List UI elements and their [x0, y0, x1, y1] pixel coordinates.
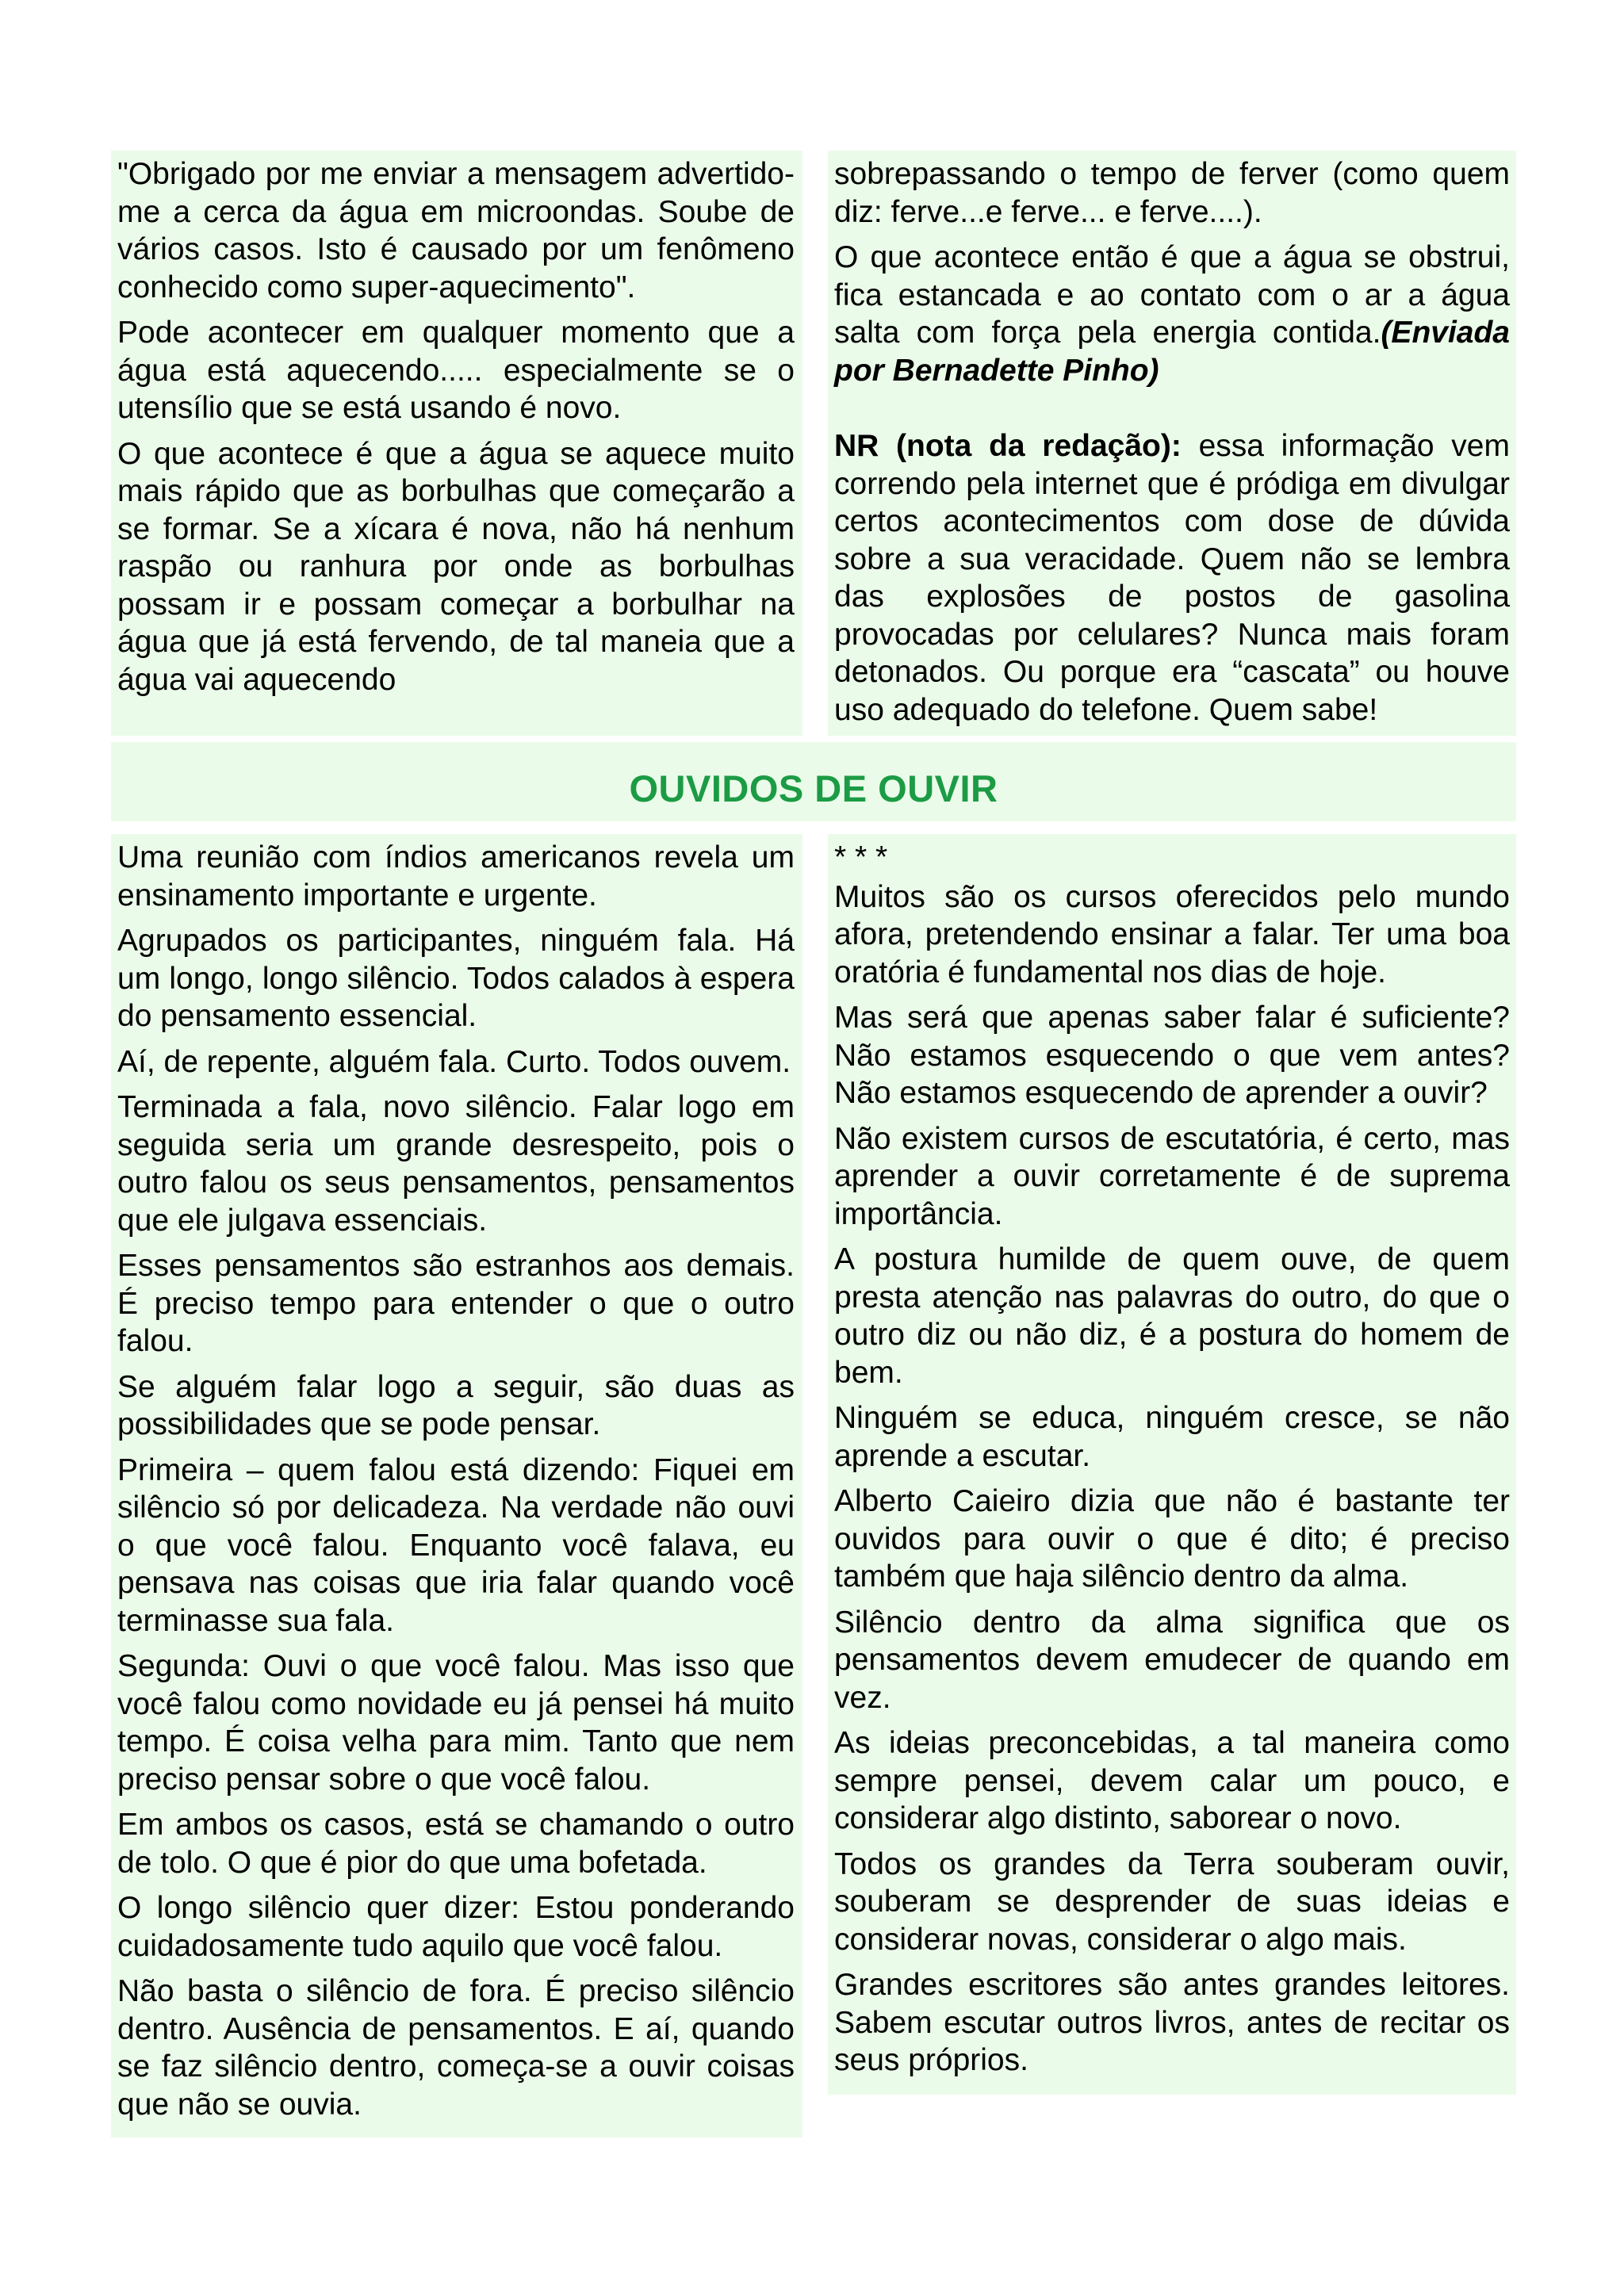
- credit-line: (Enviada por Bernadette Pinho): [834, 316, 1510, 388]
- paragraph: Uma reunião com índios americanos revela um ensinamento importante e urgente.: [117, 840, 795, 913]
- section-separator: * * *: [834, 840, 888, 874]
- paragraph: sobrepassando o tempo de ferver (como quem diz: ferve...e ferve... e ferve....).: [834, 157, 1510, 229]
- paragraph-with-credit: [834, 239, 1510, 389]
- spacer: [834, 397, 1510, 427]
- paragraph: Esses pensamentos são estranhos aos demais. É preciso tempo para entender o que o outro falou.: [117, 1249, 795, 1358]
- paragraph: Grandes escritores são antes grandes leitores. Sabem escutar outros livros, antes de recitar os seus próprios.: [834, 1968, 1510, 2077]
- article-right-column: [834, 839, 1510, 2080]
- editor-note-label: NR (nota da redação):: [834, 429, 1182, 463]
- paragraph: A postura humilde de quem ouve, de quem presta atenção nas palavras do outro, do que o outro diz ou não diz, é a postura do homem de bem.: [834, 1242, 1510, 1390]
- paragraph: Segunda: Ouvi o que você falou. Mas isso que você falou como novidade eu já pensei há muito tempo. É coisa velha para mim. Tanto que nem preciso pensar sobre o que você falou.: [117, 1649, 795, 1797]
- paragraph: O longo silêncio quer dizer: Estou ponderando cuidadosamente tudo aquilo que você falou.: [117, 1891, 795, 1963]
- paragraph: Mas será que apenas saber falar é suficiente? Não estamos esquecendo o que vem antes? Não estamos esquecendo de aprender a ouvir?: [834, 1001, 1510, 1110]
- paragraph: Todos os grandes da Terra souberam ouvir, souberam se desprender de suas ideias e considerar novas, considerar o algo mais.: [834, 1846, 1510, 1957]
- paragraph: Primeira – quem falou está dizendo: Fiquei em silêncio só por delicadeza. Na verdade não ouvi o que você falou. Enquanto você falava, eu pensava nas coisas que iria falar quando você terminasse sua fala.: [117, 1452, 795, 1638]
- paragraph: Não existem cursos de escutatória, é certo, mas aprender a ouvir corretamente é de suprema importância.: [834, 1121, 1510, 1231]
- paragraph: Silêncio dentro da alma significa que os pensamentos devem emudecer de quando em vez.: [834, 1605, 1510, 1715]
- article-title: OUVIDOS DE OUVIR: [629, 767, 998, 809]
- paragraph: Terminada a fala, novo silêncio. Falar logo em seguida seria um grande desrespeito, pois o outro falou os seus pensamentos, pensamentos que ele julgava essenciais.: [117, 1090, 795, 1238]
- paragraph: As ideias preconcebidas, a tal maneira como sempre pensei, devem calar um pouco, e considerar algo distinto, saborear o novo.: [834, 1726, 1510, 1835]
- paragraph: Aí, de repente, alguém fala. Curto. Todos ouvem.: [117, 1044, 791, 1079]
- paragraph: Agrupados os participantes, ninguém fala. Há um longo, longo silêncio. Todos calados à espera do pensamento essencial.: [117, 924, 795, 1033]
- paragraph: Pode acontecer em qualquer momento que a água está aquecendo..... especialmente se o utensílio que se está usando é novo.: [117, 316, 795, 425]
- paragraph: Ninguém se educa, ninguém cresce, se não aprende a escutar.: [834, 1401, 1510, 1473]
- editor-note: [834, 427, 1510, 729]
- paragraph-text: O que acontece então é que a água se obstrui, fica estancada e ao contato com o ar a água salta com força pela energia contida.: [834, 240, 1510, 350]
- paragraph: "Obrigado por me enviar a mensagem advertido-me a cerca da água em microondas. Soube de vários casos. Isto é causado por um fenômeno conhecido como super-aquecimento".: [117, 157, 795, 304]
- paragraph: Se alguém falar logo a seguir, são duas as possibilidades que se pode pensar.: [117, 1369, 795, 1441]
- editor-note-text: essa informação vem correndo pela internet que é pródiga em divulgar certos acontecimentos com dose de dúvida sobre a sua veracidade. Quem não se lembra das explosões de postos de gasolina provocadas por celulares? Nunca mais foram detonados. Ou porque era “cascata” ou houve uso adequado do telefone. Quem sabe!: [834, 429, 1510, 727]
- paragraph: Alberto Caieiro dizia que não é bastante ter ouvidos para ouvir o que é dito; é preciso também que haja silêncio dentro da alma.: [834, 1484, 1510, 1594]
- paragraph: Em ambos os casos, está se chamando o outro de tolo. O que é pior do que uma bofetada.: [117, 1808, 795, 1880]
- paragraph: O que acontece é que a água se aquece muito mais rápido que as borbulhas que começarão a se formar. Se a xícara é nova, não há nenhum raspão ou ranhura por onde as borbulhas possam ir e possam começar a borbulhar na água que já está fervendo, de tal maneia que a água vai aquecendo: [117, 436, 795, 697]
- top-right-column: [834, 155, 1510, 729]
- top-left-column: [117, 155, 795, 698]
- paragraph: Muitos são os cursos oferecidos pelo mundo afora, pretendendo ensinar a falar. Ter uma boa oratória é fundamental nos dias de hoje.: [834, 879, 1510, 989]
- article-left-column: [117, 839, 795, 2123]
- paragraph: Não basta o silêncio de fora. É preciso silêncio dentro. Ausência de pensamentos. E aí, quando se faz silêncio dentro, começa-se a ouvir coisas que não se ouvia.: [117, 1974, 795, 2122]
